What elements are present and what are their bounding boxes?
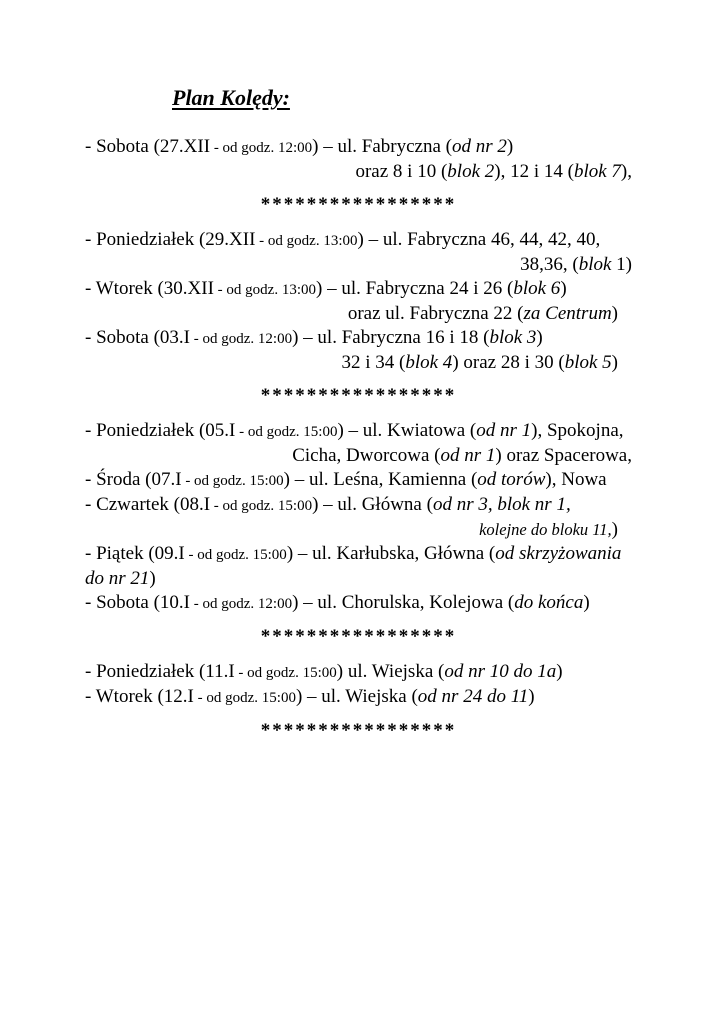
text-segment: ) – ul. Główna (: [312, 494, 433, 515]
document-line: [85, 444, 632, 468]
document-line: [85, 468, 632, 493]
text-segment: - Sobota (10.I: [85, 592, 191, 613]
document-line: [85, 542, 632, 567]
text-segment: - Czwartek (08.I: [85, 494, 211, 515]
text-segment: od nr 10 do 1a: [444, 661, 557, 682]
document-line: [85, 351, 632, 375]
text-segment: - Poniedziałek (29.XII: [85, 229, 256, 250]
document-line: [85, 253, 632, 277]
text-segment: 38,36, (: [520, 254, 579, 275]
text-segment: ): [611, 303, 618, 324]
text-segment: oraz 8 i 10 (: [355, 161, 448, 182]
text-segment: blok 6: [513, 278, 561, 299]
text-segment: - od godz. 15:00: [234, 665, 337, 681]
text-segment: - Piątek (09.I: [85, 543, 185, 564]
text-segment: ): [611, 519, 618, 540]
text-segment: blok: [578, 254, 612, 275]
text-segment: 1): [611, 254, 632, 275]
text-segment: 32 i 34 (: [341, 352, 406, 373]
text-segment: - od godz. 15:00: [181, 473, 284, 489]
text-segment: ) – ul. Fabryczna 24 i 26 (: [316, 278, 514, 299]
text-segment: od skrzyżowania: [495, 543, 622, 564]
section-separator: *****************: [260, 626, 457, 647]
text-segment: ): [611, 352, 618, 373]
text-segment: ) – ul. Fabryczna (: [312, 136, 452, 157]
text-segment: ): [583, 592, 590, 613]
text-segment: od nr 1: [476, 420, 532, 441]
text-segment: blok 2: [447, 161, 495, 182]
document-line: [85, 135, 632, 160]
text-segment: Cicha, Dworcowa (: [292, 445, 441, 466]
text-segment: ) – ul. Leśna, Kamienna (: [283, 469, 478, 490]
text-segment: ), 12 i 14 (: [494, 161, 574, 182]
text-segment: kolejne do bloku 11,: [479, 520, 612, 539]
text-segment: ) – ul. Kwiatowa (: [337, 420, 477, 441]
document-line: [85, 660, 632, 685]
text-segment: od nr 24 do 11: [417, 686, 529, 707]
text-segment: ) oraz Spacerowa,: [495, 445, 632, 466]
text-segment: od torów: [477, 469, 546, 490]
text-segment: - od godz. 15:00: [235, 424, 338, 440]
text-segment: - od godz. 15:00: [193, 690, 296, 706]
document-title: Plan Kolędy:: [172, 85, 290, 110]
text-segment: - Środa (07.I: [85, 469, 182, 490]
text-segment: - od godz. 15:00: [210, 498, 313, 514]
text-segment: ): [149, 568, 156, 589]
text-segment: blok 3: [489, 327, 537, 348]
document-line: [85, 493, 632, 518]
text-segment: ) – ul. Fabryczna 46, 44, 42, 40,: [357, 229, 601, 250]
text-segment: ): [560, 278, 567, 299]
text-segment: ) oraz 28 i 30 (: [452, 352, 565, 373]
text-segment: - od godz. 12:00: [190, 596, 293, 612]
document-line: [85, 518, 632, 542]
text-segment: ) – ul. Fabryczna 16 i 18 (: [292, 327, 490, 348]
text-segment: - Sobota (03.I: [85, 327, 191, 348]
text-segment: do końca: [514, 592, 584, 613]
text-segment: od nr 2: [451, 136, 507, 157]
text-segment: ): [506, 136, 514, 157]
text-segment: ), Spokojna,: [531, 420, 624, 441]
document-line: [85, 567, 632, 591]
text-segment: blok 7: [573, 161, 621, 182]
text-segment: ), Nowa: [545, 469, 607, 490]
document-line: [85, 591, 632, 616]
document-line: [85, 685, 632, 710]
document-body: [85, 135, 632, 744]
document-line: [85, 228, 632, 253]
document-line: [85, 419, 632, 444]
document-line: [85, 160, 632, 184]
text-segment: od nr 1: [440, 445, 496, 466]
text-segment: ) – ul. Chorulska, Kolejowa (: [292, 592, 515, 613]
text-segment: ) – ul. Karłubska, Główna (: [286, 543, 496, 564]
text-segment: - Wtorek (30.XII: [85, 278, 214, 299]
text-segment: do nr 21: [85, 568, 150, 589]
text-segment: ): [536, 327, 543, 348]
text-segment: - od godz. 12:00: [190, 331, 293, 347]
text-segment: - od godz. 13:00: [213, 282, 316, 298]
text-segment: - Poniedziałek (11.I: [85, 661, 235, 682]
text-segment: - od godz. 15:00: [184, 547, 287, 563]
section-separator: *****************: [260, 194, 457, 215]
section-separator: *****************: [260, 720, 457, 741]
text-segment: od nr 3, blok nr 1,: [432, 494, 571, 515]
text-segment: - Wtorek (12.I: [85, 686, 194, 707]
text-segment: ): [528, 686, 535, 707]
text-segment: - Sobota (27.XII: [85, 136, 211, 157]
document-line: [85, 277, 632, 302]
text-segment: za Centrum: [523, 303, 612, 324]
document-line: [85, 326, 632, 351]
text-segment: - od godz. 12:00: [210, 140, 313, 156]
text-segment: blok 5: [564, 352, 612, 373]
text-segment: ) – ul. Wiejska (: [295, 686, 418, 707]
text-segment: - od godz. 13:00: [255, 233, 358, 249]
text-segment: blok 4: [405, 352, 453, 373]
text-segment: ): [556, 661, 563, 682]
text-segment: - Poniedziałek (05.I: [85, 420, 236, 441]
section-separator: *****************: [260, 385, 457, 406]
text-segment: oraz ul. Fabryczna 22 (: [347, 303, 524, 324]
text-segment: ) ul. Wiejska (: [336, 661, 445, 682]
document-line: [85, 302, 632, 326]
text-segment: ),: [620, 161, 632, 182]
